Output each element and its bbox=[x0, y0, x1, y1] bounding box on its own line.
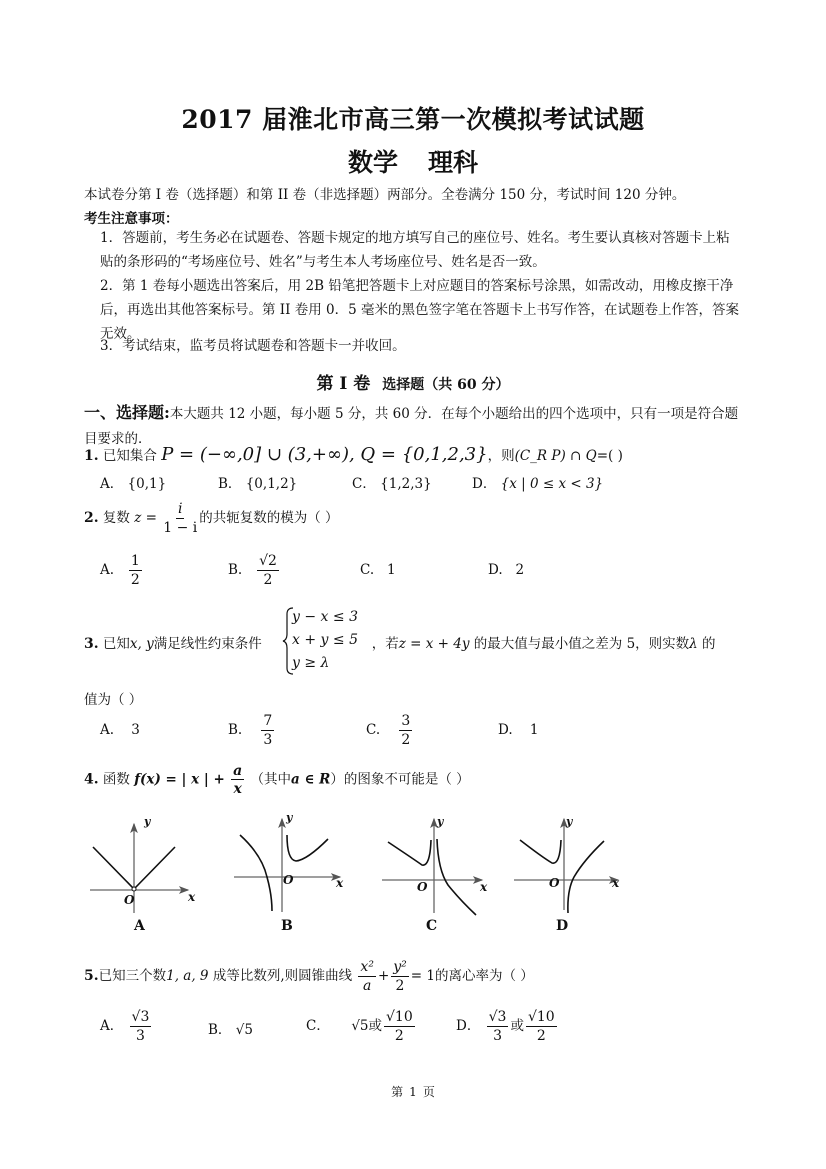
option-b bbox=[218, 472, 297, 492]
fraction-denominator: a bbox=[363, 978, 372, 994]
footer-suffix: 页 bbox=[422, 1085, 435, 1099]
question-number: 5. bbox=[84, 968, 99, 984]
question-number: 1. bbox=[84, 448, 99, 464]
graph-a bbox=[88, 818, 198, 918]
x-label: x bbox=[336, 876, 344, 890]
footer-prefix: 第 bbox=[391, 1085, 404, 1099]
curve-left bbox=[240, 835, 272, 911]
option-a bbox=[100, 722, 140, 738]
fraction-denominator: 2 bbox=[395, 978, 405, 994]
fraction-numerator: 3 bbox=[401, 713, 411, 729]
option-value: 1 bbox=[387, 562, 396, 578]
fraction bbox=[231, 762, 244, 798]
fraction-denominator: x bbox=[233, 781, 242, 797]
question-3-line2: 值为（ ） bbox=[84, 692, 143, 708]
option-value: {1,2,3} bbox=[380, 476, 432, 492]
curve-left bbox=[388, 840, 431, 865]
part-heading bbox=[0, 369, 826, 394]
question-stem: 已知 bbox=[102, 636, 130, 652]
option-label: C． bbox=[306, 1018, 330, 1034]
y-label: y bbox=[437, 815, 444, 828]
question-1 bbox=[84, 444, 623, 465]
option-value: 3 bbox=[131, 722, 140, 738]
option-value: 1 bbox=[529, 722, 539, 738]
curve-left bbox=[520, 840, 561, 863]
graph-label-a: A bbox=[134, 918, 145, 934]
fraction bbox=[163, 500, 197, 537]
answer-blank: 的离心率为（ ） bbox=[434, 968, 534, 984]
track-label: 理科 bbox=[428, 148, 479, 177]
sequence: 1, a, 9 bbox=[166, 968, 209, 984]
question-5 bbox=[84, 958, 534, 995]
option-value: {0,1} bbox=[127, 476, 167, 492]
subject-label: 数学 bbox=[347, 148, 398, 177]
origin-label: O bbox=[283, 873, 294, 887]
fraction-numerator: a bbox=[233, 763, 243, 779]
part-heading-main: 第 Ⅰ 卷 bbox=[316, 374, 371, 394]
lambda-symbol: λ bbox=[689, 636, 698, 652]
or-text: 或 bbox=[510, 1018, 524, 1034]
notice-item-1: 1．答题前，考生务必在试题卷、答题卡规定的地方填写自己的座位号、姓名。考生要认真核对答题卡上粘贴的条形码的“考场座位号、姓名”与考生本人考场座位号、姓名是否一致。 bbox=[100, 230, 730, 270]
question-3 bbox=[84, 632, 716, 652]
curve-right bbox=[287, 835, 328, 861]
exam-title: 2017 届淮北市高三第一次模拟考试试题 bbox=[181, 105, 645, 134]
notice-heading: 考生注意事项： bbox=[84, 211, 179, 227]
question-stem: 已知集合 bbox=[102, 448, 157, 464]
question-stem-end: 的 bbox=[702, 636, 716, 652]
fraction-numerator: 1 bbox=[130, 553, 140, 569]
fraction-numerator: y² bbox=[393, 959, 407, 975]
option-value: √5 bbox=[351, 1018, 369, 1034]
graph-label-d: D bbox=[556, 918, 569, 934]
constraint-1: y − x ≤ 3 bbox=[292, 609, 358, 625]
question-stem-mid: 满足线性约束条件 bbox=[153, 636, 262, 652]
option-d bbox=[498, 722, 538, 738]
option-b bbox=[228, 712, 276, 749]
constraint-2: x + y ≤ 5 bbox=[292, 632, 358, 648]
intro-text: 本试卷分第 I 卷（选择题）和第 II 卷（非选择题）两部分。全卷满分 150 分，考试时间 120 分钟。 bbox=[84, 187, 686, 203]
part-heading-sub: 选择题（共 60 分） bbox=[382, 377, 510, 393]
y-label: y bbox=[144, 815, 151, 828]
question-math: z = bbox=[134, 510, 157, 526]
option-label: D． bbox=[472, 476, 497, 492]
fraction bbox=[399, 712, 412, 749]
option-c bbox=[366, 712, 414, 749]
x-label: x bbox=[188, 890, 196, 904]
fraction-denominator: 2 bbox=[263, 572, 273, 588]
answer-blank: =( ) bbox=[596, 448, 623, 464]
question-stem-mid: （其中 bbox=[250, 771, 292, 788]
curve-right bbox=[437, 839, 476, 915]
option-label: B. bbox=[228, 722, 243, 738]
equals: = 1 bbox=[410, 968, 435, 984]
page-number: 1 bbox=[409, 1085, 417, 1099]
x-label: x bbox=[612, 876, 620, 890]
fraction-numerator: x² bbox=[360, 959, 374, 975]
notice-item-3: 3．考试结束，监考员将试题卷和答题卡一并收回。 bbox=[100, 338, 406, 354]
option-label: A. bbox=[100, 722, 115, 738]
y-label: y bbox=[286, 811, 293, 824]
option-label: A. bbox=[100, 562, 115, 578]
graph-d bbox=[512, 815, 632, 915]
section-label: 一、选择题: bbox=[84, 403, 170, 422]
option-value: 2 bbox=[515, 562, 525, 578]
option-label: B． bbox=[218, 476, 242, 492]
option-label: B. bbox=[228, 562, 243, 578]
fraction bbox=[384, 1008, 415, 1045]
graph-label-c: C bbox=[426, 918, 438, 934]
fraction bbox=[526, 1008, 557, 1045]
origin-label: O bbox=[549, 876, 560, 890]
option-d bbox=[456, 1008, 559, 1045]
fraction-denominator: 2 bbox=[394, 1028, 404, 1044]
fraction-denominator: 2 bbox=[536, 1028, 546, 1044]
y-label: y bbox=[566, 815, 573, 828]
notice-item-2: 2．第 1 卷每小题选出答案后，用 2B 铅笔把答题卡上对应题目的答案标号涂黑，如需改动，用橡皮擦干净后，再选出其他答案标号。第 II 卷用 0．5 毫米的黑色签字笔在答题卡上书写作答，在试题卷上作答，答案无效。 bbox=[100, 278, 740, 342]
option-label: C. bbox=[366, 722, 381, 738]
question-stem-mid: ，则 bbox=[487, 448, 515, 464]
fraction-denominator: 3 bbox=[263, 732, 273, 748]
question-stem-after: ，若 bbox=[371, 636, 399, 652]
option-value: {x | 0 ≤ x < 3} bbox=[500, 476, 604, 492]
option-c bbox=[352, 472, 432, 492]
option-label: A． bbox=[100, 1018, 124, 1034]
option-a bbox=[100, 472, 166, 492]
fraction-numerator: √3 bbox=[131, 1009, 150, 1025]
option-value: √5 bbox=[235, 1022, 253, 1038]
question-stem-suffix: 的最大值与最小值之差为 5，则实数 bbox=[473, 636, 690, 652]
graph-c bbox=[380, 815, 500, 915]
fraction-numerator: i bbox=[178, 501, 183, 517]
fraction-denominator: 3 bbox=[493, 1028, 502, 1044]
origin-label: O bbox=[124, 893, 135, 907]
fraction bbox=[257, 552, 279, 589]
answer-blank: 的共轭复数的模为（ ） bbox=[199, 510, 339, 526]
section-text: 本大题共 12 小题，每小题 5 分，共 60 分．在每个小题给出的四个选项中，只有一项是符合题目要求的． bbox=[84, 406, 739, 447]
fraction-numerator: √2 bbox=[259, 553, 277, 569]
question-math-2: (C_R P) ∩ Q bbox=[514, 448, 597, 464]
option-value: {0,1,2} bbox=[245, 476, 298, 492]
fraction-denominator: 3 bbox=[136, 1028, 145, 1044]
graph-label-b: B bbox=[281, 918, 293, 934]
fraction-numerator: √10 bbox=[527, 1009, 555, 1025]
question-stem-mid: 成等比数列,则圆锥曲线 bbox=[212, 968, 353, 984]
option-label: C． bbox=[352, 476, 376, 492]
fraction bbox=[261, 712, 274, 749]
answer-blank: ）的图象不可能是（ ） bbox=[330, 771, 470, 788]
fraction bbox=[487, 1008, 509, 1045]
origin-label: O bbox=[417, 880, 428, 894]
option-label: C. bbox=[360, 562, 375, 578]
option-c bbox=[306, 1008, 417, 1045]
fraction-numerator: 7 bbox=[263, 713, 273, 729]
question-2 bbox=[84, 500, 339, 537]
option-label: A． bbox=[100, 476, 124, 492]
fraction-numerator: √10 bbox=[386, 1009, 413, 1025]
fraction bbox=[391, 958, 409, 995]
plus-sign: + bbox=[377, 968, 390, 984]
question-vars: x, y bbox=[129, 636, 154, 652]
objective-function: z = x + 4y bbox=[398, 636, 470, 652]
fraction bbox=[130, 1008, 152, 1045]
question-number: 2. bbox=[84, 510, 99, 526]
option-c bbox=[360, 562, 396, 578]
option-label: B． bbox=[208, 1022, 232, 1038]
page-footer bbox=[0, 1083, 826, 1100]
option-d bbox=[472, 472, 603, 492]
question-stem: 复数 bbox=[102, 510, 130, 526]
hole-point bbox=[132, 887, 136, 891]
constraint-3: y ≥ λ bbox=[292, 655, 330, 671]
constraint-system bbox=[292, 606, 358, 675]
x-label: x bbox=[480, 880, 488, 894]
curve-right bbox=[568, 841, 604, 913]
option-b bbox=[228, 552, 281, 589]
fraction bbox=[358, 958, 376, 995]
fraction-denominator: 2 bbox=[130, 572, 140, 588]
question-math-2: a ∈ R bbox=[291, 771, 331, 788]
option-d bbox=[488, 562, 524, 578]
question-math: P = (−∞,0] ∪ (3,+∞), Q = {0,1,2,3} bbox=[161, 444, 488, 465]
question-stem: 已知三个数 bbox=[98, 968, 167, 984]
option-label: D. bbox=[498, 722, 513, 738]
fraction-denominator: 1 − i bbox=[163, 520, 198, 536]
graph-b bbox=[232, 815, 352, 915]
exam-subtitle bbox=[0, 143, 826, 179]
option-a bbox=[100, 1008, 153, 1045]
option-a bbox=[100, 552, 144, 589]
fraction-denominator: 2 bbox=[401, 732, 411, 748]
question-math: f(x) = | x | + bbox=[134, 771, 225, 788]
option-label: D. bbox=[488, 562, 503, 578]
question-4 bbox=[84, 762, 470, 798]
option-label: D． bbox=[456, 1018, 481, 1034]
question-number: 4. bbox=[84, 771, 99, 788]
question-stem: 函数 bbox=[102, 771, 130, 788]
question-number: 3. bbox=[84, 636, 99, 652]
fraction-numerator: √3 bbox=[488, 1009, 507, 1025]
fraction bbox=[129, 552, 142, 589]
or-text: 或 bbox=[368, 1018, 383, 1034]
option-b bbox=[208, 1018, 253, 1038]
